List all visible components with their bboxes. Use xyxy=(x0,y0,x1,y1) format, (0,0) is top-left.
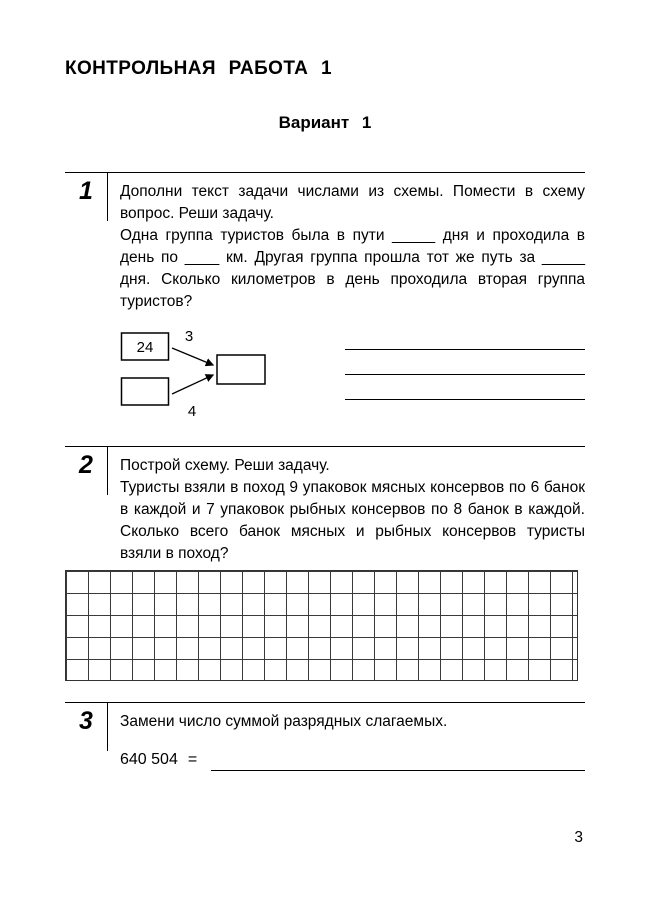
task-2-number-cell xyxy=(65,447,108,495)
page-title: КОНТРОЛЬНАЯ РАБОТА 1 xyxy=(65,58,332,79)
task-3 xyxy=(65,702,585,795)
equation-number: 640 504 xyxy=(120,751,178,768)
answer-line[interactable] xyxy=(345,350,585,375)
task-1-row xyxy=(65,173,585,441)
task-3-number-cell xyxy=(65,703,108,751)
task-3-body xyxy=(108,703,585,795)
scheme-box-empty[interactable] xyxy=(122,378,169,405)
task-text: Туристы взяли в поход 9 упаковок мясных консервов по 6 банок в каждой и 7 упаковок рыбных консервов по 8 банок в каждой. Сколько всего банок мясных и рыбных консервов туристы взяли в поход? xyxy=(120,479,585,562)
equals-sign: = xyxy=(187,751,198,768)
arrow-3-label: 3 xyxy=(184,328,194,345)
page-number: 3 xyxy=(574,829,583,846)
task-1-work-area xyxy=(120,325,585,441)
task-1 xyxy=(65,172,585,441)
variant-heading: Вариант 1 xyxy=(278,113,372,132)
task-1-number-cell xyxy=(65,173,108,221)
task-instruction: Замени число суммой разрядных слагаемых. xyxy=(120,713,448,730)
arrow-4 xyxy=(172,375,213,394)
task-number: 1 xyxy=(79,177,93,205)
equation-answer-line[interactable] xyxy=(211,749,585,771)
scheme-box-24-value: 24 xyxy=(136,339,154,356)
task-instruction: Дополни текст задачи числами из схемы. Помести в схему вопрос. Реши задачу. xyxy=(120,183,585,222)
scheme-diagram xyxy=(120,325,270,421)
drawing-grid[interactable] xyxy=(65,570,578,681)
task-1-body xyxy=(108,173,585,441)
task-2-body xyxy=(108,447,585,565)
task-number: 2 xyxy=(79,451,93,479)
scheme-box-result[interactable] xyxy=(217,355,265,384)
task-text: Одна группа туристов была в пути _____ дня и проходила в день по ____ км. Другая группа прошла тот же путь за _____ дня. Сколько километров в день проходила вторая группа туристов? xyxy=(120,227,585,310)
arrow-3 xyxy=(172,348,213,365)
answer-lines-block xyxy=(345,325,585,421)
arrow-4-label: 4 xyxy=(187,403,197,420)
task-2-row xyxy=(65,447,585,565)
equation-row xyxy=(120,749,585,795)
answer-line[interactable] xyxy=(345,375,585,400)
answer-line[interactable] xyxy=(345,325,585,350)
task-3-row xyxy=(65,703,585,795)
task-instruction: Построй схему. Реши задачу. xyxy=(120,457,330,474)
task-number: 3 xyxy=(79,707,93,735)
task-2 xyxy=(65,446,585,681)
